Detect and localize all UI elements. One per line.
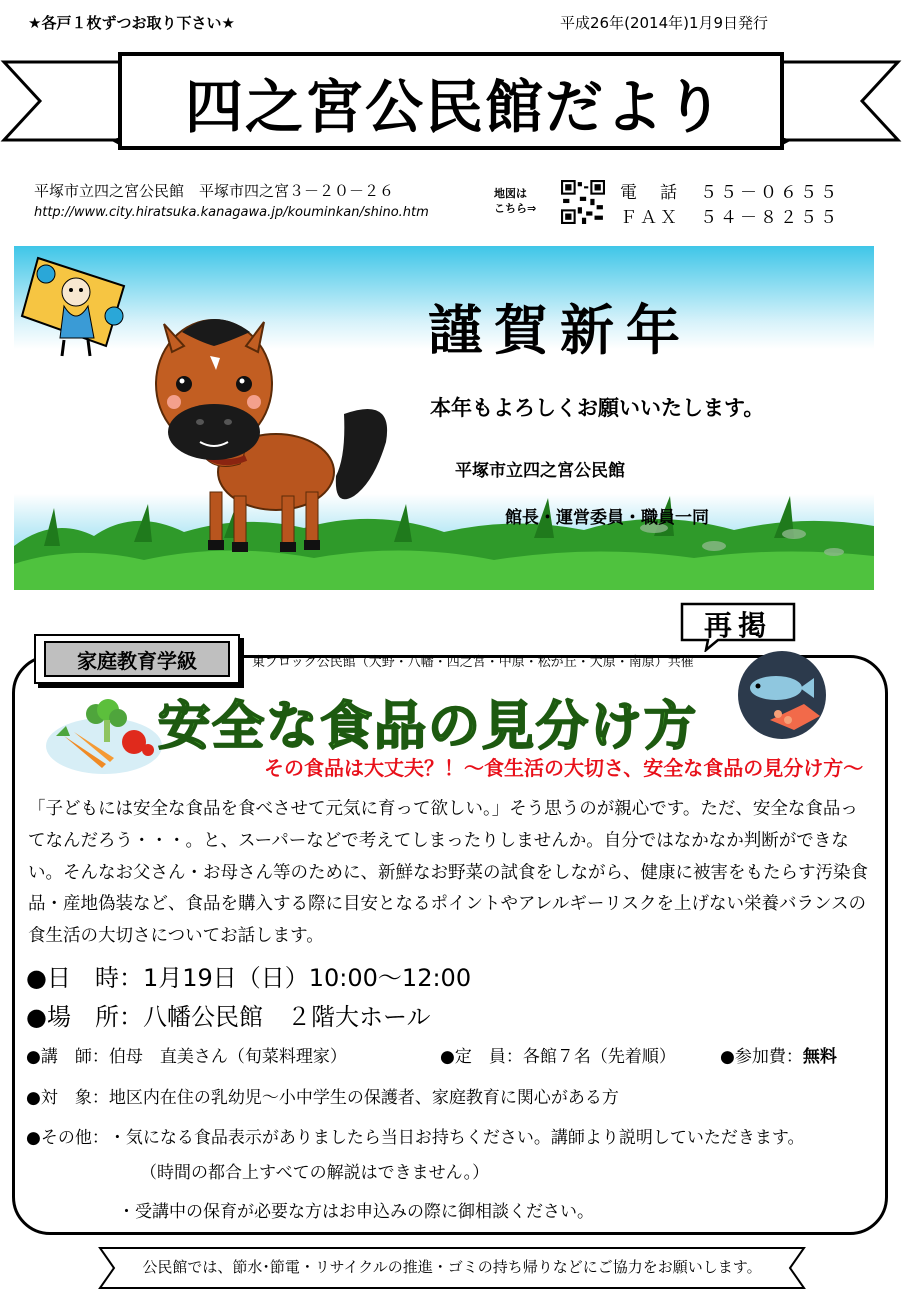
event-title: 安全な食品の見分け方 — [158, 697, 699, 757]
fee-value: 無料 — [802, 1047, 837, 1067]
place-label: ●場 所： — [26, 1003, 143, 1031]
cohost-note: 東ブロック公民館（大野・八幡・四之宮・中原・松が丘・大原・南原）共催 — [252, 655, 694, 670]
vegetables-illustration — [44, 696, 164, 776]
facility-name: 平塚市立四之宮公民館 — [34, 182, 185, 200]
event-capacity — [440, 1042, 676, 1067]
event-other-row — [26, 1123, 804, 1148]
date-label: ●日 時： — [26, 964, 143, 992]
repost-label: 再掲 — [703, 609, 772, 642]
issue-date: 平成26年(2014年)1月9日発行 — [560, 14, 769, 32]
fee-label: ●参加費： — [720, 1047, 803, 1067]
website-url[interactable]: http://www.city.hiratsuka.kanagawa.jp/kouminkan/shino.htm — [34, 205, 429, 220]
greeting-from-staff: 館長・運営委員・職員一同 — [505, 508, 709, 528]
event-fee — [720, 1042, 837, 1067]
event-target-row — [26, 1083, 619, 1108]
qr-label-line-1: 地図は — [494, 187, 527, 200]
telephone — [620, 178, 840, 203]
other-note-1: ・気になる食品表示がありましたら当日お持ちください。講師より説明していただきます。 — [108, 1128, 805, 1148]
other-note-3: ・受講中の保育が必要な方はお申込みの際に御相談ください。 — [118, 1202, 594, 1222]
greeting-from-facility: 平塚市立四之宮公民館 — [455, 461, 625, 481]
greeting-message: 本年もよろしくお願いいたします。 — [430, 395, 765, 420]
event-lecturer-row — [26, 1042, 347, 1067]
address-line — [34, 180, 394, 201]
greeting-title: 謹賀新年 — [428, 298, 692, 362]
qr-code-icon[interactable] — [561, 180, 605, 224]
place-value: 八幡公民館 ２階大ホール — [142, 1003, 431, 1031]
fax-number: ５４－８２５５ — [700, 208, 840, 228]
top-note: ★各戸１枚ずつお取り下さい★ — [28, 14, 235, 32]
telephone-label: 電 話 — [620, 183, 680, 203]
newsletter-title: 四之宮公民館だより — [184, 73, 725, 141]
fax — [620, 203, 840, 228]
date-value: 1月19日（日）10:00～12:00 — [142, 964, 472, 992]
class-tag: 家庭教育学級 — [44, 641, 230, 677]
event-subtitle: その食品は大丈夫？！～食生活の大切さ、安全な食品の見分け方～ — [264, 756, 864, 780]
fish-illustration — [734, 650, 830, 740]
other-label: ●その他： — [26, 1128, 109, 1148]
target-value: 地区内在住の乳幼児～小中学生の保護者、家庭教育に関心がある方 — [108, 1088, 619, 1108]
capacity-value: 各館７名（先着順） — [522, 1047, 676, 1067]
qr-label — [494, 186, 536, 216]
facility-address: 平塚市四之宮３－２０－２６ — [199, 182, 395, 200]
event-description: 「子どもには安全な食品を食べさせて元気に育って欲しい。」そう思うのが親心です。ただ、安全な食品ってなんだろう・・・。と、スーパーなどで考えてしまったりしませんか。自分ではなかなか判断ができない。そんなお父さん・お母さん等のために、新鮮なお野菜の試食をしながら、健康に被害をもたらす汚染食品・産地偽装など、食品を購入する際に目安となるポイントやアレルギーリスクを上げない栄養バランスの食生活の大切さについてお話します。 — [28, 799, 868, 947]
fax-label: ＦＡＸ — [620, 208, 680, 228]
event-date-row — [26, 958, 471, 993]
qr-label-line-2: こちら⇒ — [494, 202, 537, 215]
footer-notice: 公民館では、節水･節電・リサイクルの推進・ゴミの持ち帰りなどにご協力をお願いします。 — [142, 1258, 762, 1276]
other-note-2: （時間の都合上すべての解説はできません。） — [140, 1163, 490, 1183]
target-label: ●対 象： — [26, 1088, 109, 1108]
lecturer-value: 伯母 直美さん（旬菜料理家） — [108, 1047, 347, 1067]
capacity-label: ●定 員： — [440, 1047, 523, 1067]
telephone-number: ５５－０６５５ — [700, 183, 840, 203]
lecturer-label: ●講 師： — [26, 1047, 109, 1067]
event-place-row — [26, 997, 430, 1032]
